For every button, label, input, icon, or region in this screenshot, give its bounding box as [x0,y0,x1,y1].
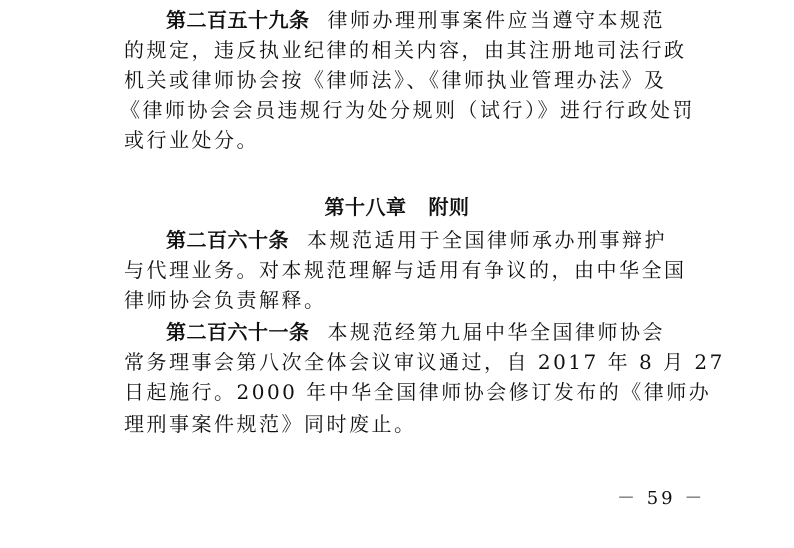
article-261-line-3: 日起施行。2000 年中华全国律师协会修订发布的《律师办 [124,380,712,404]
article-259-first-line [166,6,665,34]
article-259-heading: 第二百五十九条 [166,8,310,32]
article-261-heading: 第二百六十一条 [166,320,310,344]
chapter-title: 附则 [428,195,470,219]
article-261-line-4: 理刑事案件规范》同时废止。 [124,412,417,436]
page-number: － 59 － [617,488,706,509]
article-261-line-1: 本规范经第九届中华全国律师协会 [327,320,665,344]
article-260-line-1: 本规范适用于全国律师承办刑事辩护 [307,228,667,252]
article-259-line-5: 或行业处分。 [124,128,259,152]
article-260-heading: 第二百六十条 [166,228,289,252]
chapter-heading [0,193,794,221]
article-260-line-3: 律师协会负责解释。 [124,288,327,312]
article-260-line-2: 与代理业务。对本规范理解与适用有争议的，由中华全国 [124,258,687,282]
article-260-first-line [166,226,667,254]
chapter-number: 第十八章 [324,195,407,219]
article-259-line-2: 的规定，违反执业纪律的相关内容，由其注册地司法行政 [124,38,687,62]
article-261-first-line [166,318,665,346]
article-259-line-1: 律师办理刑事案件应当遵守本规范 [327,8,665,32]
article-259-line-4: 《律师协会会员违规行为处分规则（试行）》进行行政处罚 [120,98,695,122]
article-261-line-2: 常务理事会第八次全体会议审议通过，自 2017 年 8 月 27 [124,350,725,374]
article-259-line-3: 机关或律师协会按《律师法》、《律师执业管理办法》及 [124,68,667,92]
